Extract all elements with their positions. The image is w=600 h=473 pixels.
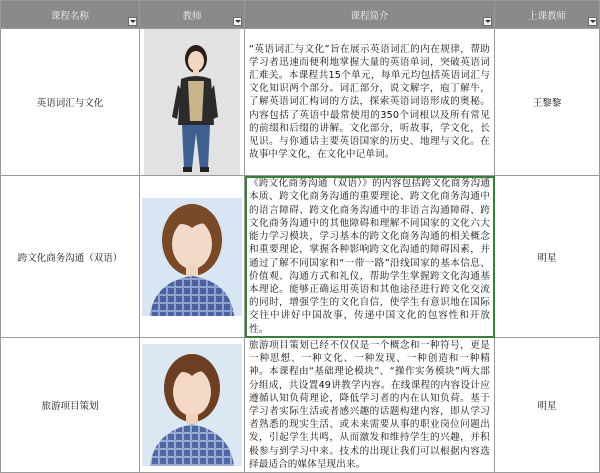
- teacher-photo-cell[interactable]: [140, 176, 245, 338]
- header-teacher-photo-label: 教师: [182, 10, 202, 22]
- table-row: [1, 176, 600, 338]
- instructor-cell[interactable]: 明星: [495, 176, 600, 338]
- table-row: [1, 29, 600, 176]
- filter-dropdown-icon[interactable]: [233, 17, 242, 26]
- header-course-name: [1, 1, 140, 29]
- teacher-photo-cell[interactable]: [140, 338, 245, 473]
- course-description-cell[interactable]: 《跨文化商务沟通（双语）》的内容包括跨文化商务沟通本质、跨文化商务沟通的重要理论、跨文化商务沟通中的语言障碍、跨文化商务沟通中的非语言沟通障碍、跨文化商务沟通中的其他障碍和理解不同国家的文化六大能力学习模块，学习基本的跨文化商务沟通的相关概念和重要理论，掌握各种影响跨文化沟通的障碍因素，并通过了解不同国家和“一带一路”沿线国家的基本信息、价值观、沟通方式和礼仪，帮助学生掌握跨文化沟通基本理论。能够正确运用英语和其他途径进行跨文化交流的同时，增强学生的文化自信，使学生有意识地在国际交往中讲好中国故事，传递中国文化的包容性和开放性。: [245, 176, 495, 338]
- header-course-name-label: 课程名称: [50, 10, 89, 22]
- header-teacher-photo: [140, 1, 245, 29]
- filter-dropdown-icon[interactable]: [128, 17, 137, 26]
- teacher-photo: [142, 344, 242, 466]
- filter-dropdown-icon[interactable]: [483, 17, 492, 26]
- course-description-cell[interactable]: “英语词汇与文化”旨在展示英语词汇的内在规律，帮助学习者迅速而便利地掌握大量的英语单词，突破英语词汇难关。本课程共15个单元，每单元均包括英语词汇与文化知识两个部分。词汇部分，说文解字，庖丁解牛，了解英语词汇构词的方法，探索英语词语形成的奥秘。内容包括了英语中最常使用的350个词根以及所有常见的前缀和后缀的讲解。文化部分，听故事，学文化，长见识。与你通话主要英语国家的历史、地理与文化。在故事中学文化，在文化中记单词。: [245, 29, 495, 176]
- course-name-cell[interactable]: 英语词汇与文化: [1, 29, 140, 176]
- teacher-photo-cell[interactable]: [140, 29, 245, 176]
- header-course-intro: [245, 1, 495, 29]
- teacher-photo: [142, 198, 242, 316]
- header-instructor: [495, 1, 600, 29]
- course-name-cell[interactable]: 跨文化商务沟通（双语）: [1, 176, 140, 338]
- course-name-cell[interactable]: 旅游项目策划: [1, 338, 140, 473]
- teacher-photo: [144, 29, 240, 175]
- filter-dropdown-icon[interactable]: [588, 17, 597, 26]
- instructor-cell[interactable]: 王黎黎: [495, 29, 600, 176]
- header-row: [1, 1, 600, 29]
- header-instructor-label: 上课教师: [527, 10, 566, 22]
- table-row: [1, 338, 600, 473]
- course-description-cell[interactable]: 旅游项目策划已经不仅仅是一个概念和一种符号，更是一种思想、一种文化、一种发现、一种创造和一种精神。本课程由“基础理论模块”、“操作实务模块”两大部分组成，共设置49讲教学内容。在线课程的内容设计应遵循认知负荷理论，降低学习者的内在认知负荷。基于学习者实际生活或者感兴趣的话题构建内容，即从学习者熟悉的现实生活、或未来需要从事的职业岗位问题出发，引起学生共鸣，从而激发和维持学生的兴趣，并积极参与到学习中来。技术的出现让我们可以根据内容选择最适合的媒体呈现出来。: [245, 338, 495, 473]
- instructor-cell[interactable]: 明星: [495, 338, 600, 473]
- header-course-intro-label: 课程简介: [350, 10, 389, 22]
